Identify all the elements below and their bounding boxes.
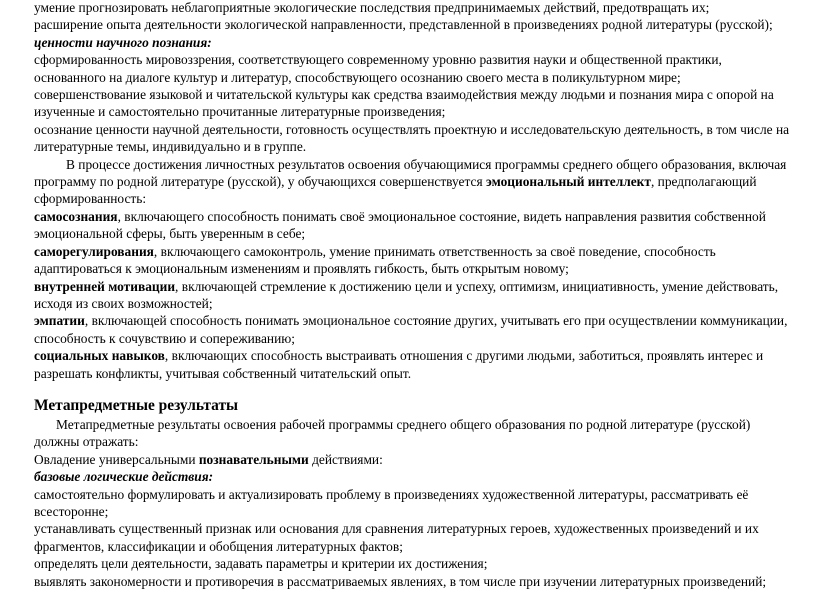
term: внутренней мотивации: [34, 278, 176, 294]
term-description: , включающего способность понимать своё эмоциональное состояние, видеть направления развития собственной эмоциональной сферы, быть уверенным в себе;: [34, 208, 766, 242]
list-item: совершенствование языковой и читательской культуры как средства взаимодействия между людьми и познания мира с опорой на изученные и самостоятельно прочитанные литературные произведения;: [34, 87, 774, 120]
list-item: выявлять закономерности и противоречия в рассматриваемых явлениях, в том числе при изучении литературных произведений;: [34, 573, 767, 589]
term: самосознания: [34, 208, 118, 224]
section-heading-metasubject: Метапредметные результаты: [34, 396, 239, 414]
intro-text: , предполагающий сформированность:: [34, 174, 757, 207]
mastery-text: действиями:: [308, 451, 383, 467]
spacer: [34, 382, 794, 396]
mastery-bold-term: познавательными: [198, 451, 309, 467]
intro-text: В процессе достижения личностных результатов освоения обучающимися программы среднего общего образования, включая программу по родной литературе (русской), у обучающихся совершенствуется: [34, 156, 787, 190]
term-description: , включающей стремление к достижению цели и успеху, оптимизм, инициативность, умение действовать, исходя из своих возможностей;: [34, 278, 779, 311]
list-item: [34, 312, 794, 347]
subheading-science-values: ценности научного познания:: [34, 34, 212, 50]
term-description: , включающего самоконтроль, умение принимать ответственность за своё поведение, способность адаптироваться к эмоциональным изменениям и проявлять гибкость, быть открытым новому;: [34, 243, 716, 277]
list-item: [34, 243, 794, 278]
text-line: умение прогнозировать неблагоприятные экологические последствия предпринимаемых действий, предотвращать их;: [34, 0, 710, 15]
term: саморегулирования: [34, 243, 154, 259]
text-line: расширение опыта деятельности экологической направленности, представленной в произведениях родной литературы (русской);: [34, 17, 773, 33]
list-item: сформированность мировоззрения, соответствующего современному уровню развития науки и общественной практики, основанного на диалоге культур и литератур, способствующего осознанию своего места в поликультурном мире;: [34, 52, 722, 85]
section-intro: Метапредметные результаты освоения рабочей программы среднего общего образования по родной литературе (русской) должны отражать:: [34, 416, 751, 450]
list-item: [34, 278, 794, 313]
list-item: осознание ценности научной деятельности, готовность осуществлять проектную и исследовательскую деятельность, в том числе на литературные темы, индивидуально и в группе.: [34, 121, 790, 155]
emotional-intelligence-intro: [34, 156, 794, 208]
list-item: устанавливать существенный признак или основания для сравнения литературных героев, художественных произведений и их фрагментов, классификации и обобщения литературных фактов;: [34, 521, 759, 554]
term-description: , включающих способность выстраивать отношения с другими людьми, заботиться, проявлять интерес и разрешать конфликты, учитывая собственный читательский опыт.: [34, 348, 764, 381]
term-description: , включающей способность понимать эмоциональное состояние других, учитывать его при осуществлении коммуникации, способность к сочувствию и сопереживанию;: [34, 313, 788, 346]
intro-bold-term: эмоциональный интеллект: [485, 174, 651, 190]
mastery-text: Овладение универсальными: [34, 451, 199, 467]
list-item: определять цели деятельности, задавать параметры и критерии их достижения;: [34, 556, 488, 572]
list-item: [34, 347, 794, 382]
mastery-line: [34, 451, 794, 468]
list-item: самостоятельно формулировать и актуализировать проблему в произведениях художественной литературы, рассматривать её всесторонне;: [34, 486, 749, 519]
document-body: [34, 0, 794, 590]
subheading-logic-actions: базовые логические действия:: [34, 469, 214, 485]
list-item: [34, 208, 794, 243]
term: эмпатии: [34, 313, 85, 329]
term: социальных навыков: [34, 348, 165, 364]
